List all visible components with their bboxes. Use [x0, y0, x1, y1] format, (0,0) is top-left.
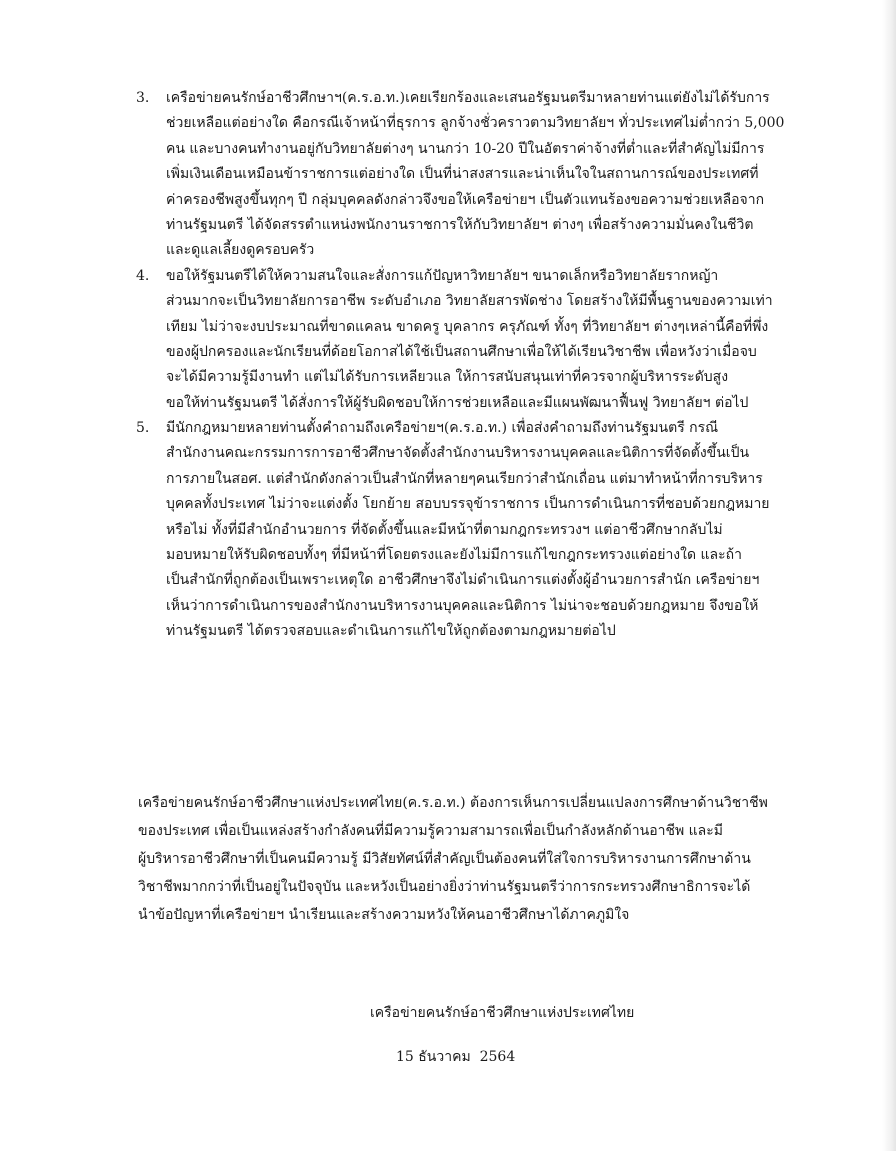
text-line: ของผู้ปกครองและนักเรียนที่ด้อยโอกาสได้ใช้เป็นสถานศึกษาเพื่อให้ได้เรียนวิชาชีพ เพื่อหวังว่าเมื่อจบ — [166, 343, 757, 360]
closing-paragraph — [138, 789, 808, 929]
text-line: เห็นว่าการดำเนินการของสำนักงานบริหารงานบุคคลและนิติการ ไม่น่าจะชอบด้วยกฎหมาย จึงขอให้ — [166, 597, 759, 614]
text-line: ผู้บริหารอาชีวศึกษาที่เป็นคนมีความรู้ มีวิสัยทัศน์ที่สำคัญเป็นต้องคนที่ใส่ใจการบริหารงานการศึกษาด้าน — [138, 851, 751, 867]
list-item-3 — [134, 86, 814, 264]
list-item-4 — [134, 264, 814, 416]
text-line: เทียม ไม่ว่าจะงบประมาณที่ขาดแคลน ขาดครู บุคลากร ครุภัณฑ์ ทั้งๆ ที่วิทยาลัยฯ ต่างๆเหล่านี้คือที่พึ่ง — [166, 318, 769, 335]
text-line: ส่วนมากจะเป็นวิทยาลัยการอาชีพ ระดับอำเภอ วิทยาลัยสารพัดช่าง โดยสร้างให้มีพื้นฐานของความเท่า — [166, 293, 773, 310]
signature-organization: เครือข่ายคนรักษ์อาชีวศึกษาแห่งประเทศไทย — [370, 1005, 635, 1021]
text-line: เพิ่มเงินเดือนเหมือนข้าราชการแต่อย่างใด เป็นที่น่าสงสารและน่าเห็นใจในสถานการณ์ของประเทศที่ — [166, 166, 759, 183]
text-line: ขอให้ท่านรัฐมนตรี ได้สั่งการให้ผู้รับผิดชอบให้การช่วยเหลือและมีแผนพัฒนาฟื้นฟู วิทยาลัยฯ ต่อไป — [166, 394, 749, 411]
item-number: 4. — [136, 267, 150, 284]
text-line: หรือไม่ ทั้งที่มีสำนักอำนวยการ ที่จัดตั้งขึ้นและมีหน้าที่ตามกฎกระทรวงฯ แต่อาชีวศึกษากลับไม่ — [166, 521, 723, 538]
text-line: เป็นสำนักที่ถูกต้องเป็นเพราะเหตุใด อาชีวศึกษาจึงไม่ดำเนินการแต่งตั้งผู้อำนวยการสำนัก เครือข่ายฯ — [166, 572, 760, 589]
text-line: เครือข่ายคนรักษ์อาชีวศึกษาฯ(ค.ร.อ.ท.)เคยเรียกร้องและเสนอรัฐมนตรีมาหลายท่านแต่ยังไม่ได้รับการ — [166, 90, 770, 106]
item-number: 5. — [136, 420, 150, 437]
text-line: ช่วยเหลือแต่อย่างใด คือกรณีเจ้าหน้าที่ธุรการ ลูกจ้างชั่วคราวตามวิทยาลัยฯ ทั่วประเทศไม่ต่ำกว่า 5,000 — [166, 115, 785, 132]
list-item-5 — [134, 416, 814, 645]
text-line: ท่านรัฐมนตรี ได้จัดสรรตำแหน่งพนักงานราชการให้กับวิทยาลัยฯ ต่างๆ เพื่อสร้างความมั่นคงในชีวิต — [166, 216, 754, 233]
text-line: จะได้มีความรู้มีงานทำ แต่ไม่ได้รับการเหลียวแล ให้การสนับสนุนเท่าที่ควรจากผู้บริหารระดับสูง — [166, 369, 729, 386]
text-line: และดูแลเลี้ยงดูครอบครัว — [166, 242, 315, 259]
text-line: ค่าครองชีพสูงขึ้นทุกๆ ปี กลุ่มบุคคลดังกล่าวจึงขอให้เครือข่ายฯ เป็นตัวแทนร้องขอความช่วยเหลือจาก — [166, 191, 765, 208]
item-number: 3. — [136, 90, 150, 106]
page-edge-shadow — [882, 0, 896, 1151]
text-line: บุคคลทั้งประเทศ ไม่ว่าจะแต่งตั้ง โยกย้าย สอบบรรจุข้าราชการ เป็นการดำเนินการที่ชอบด้วยกฎหมาย — [166, 496, 770, 513]
numbered-list — [134, 86, 814, 645]
text-line: เครือข่ายคนรักษ์อาชีวศึกษาแห่งประเทศไทย(ค.ร.อ.ท.) ต้องการเห็นการเปลี่ยนแปลงการศึกษาด้านวิชาชีพ — [138, 795, 768, 811]
text-line: มีนักกฎหมายหลายท่านตั้งคำถามถึงเครือข่ายฯ(ค.ร.อ.ท.) เพื่อส่งคำถามถึงท่านรัฐมนตรี กรณี — [166, 420, 719, 437]
text-line: ของประเทศ เพื่อเป็นแหล่งสร้างกำลังคนที่มีความรู้ความสามารถเพื่อเป็นกำลังหลักด้านอาชีพ และมี — [138, 823, 723, 839]
text-line: ขอให้รัฐมนตรีได้ให้ความสนใจและสั่งการแก้ปัญหาวิทยาลัยฯ ขนาดเล็กหรือวิทยาลัยรากหญ้า — [166, 267, 719, 284]
text-line: วิชาชีพมากกว่าที่เป็นอยู่ในปัจจุบัน และหวังเป็นอย่างยิ่งว่าท่านรัฐมนตรีว่าการกระทรวงศึกษาธิการจะได้ — [138, 879, 751, 895]
text-line: นำข้อปัญหาที่เครือข่ายฯ นำเรียนและสร้างความหวังให้คนอาชีวศึกษาได้ภาคภูมิใจ — [138, 907, 630, 923]
text-line: ท่านรัฐมนตรี ได้ตรวจสอบและดำเนินการแก้ไขให้ถูกต้องตามกฎหมายต่อไป — [166, 623, 616, 640]
text-line: คน และบางคนทำงานอยู่กับวิทยาลัยต่างๆ นานกว่า 10-20 ปีในอัตราค่าจ้างที่ต่ำและที่สำคัญไม่มีการ — [166, 140, 765, 157]
text-line: การภายในสอศ. แต่สำนักดังกล่าวเป็นสำนักที่หลายๆคนเรียกว่าสำนักเถื่อน แต่มาทำหน้าที่การบริหาร — [166, 470, 763, 487]
text-line: มอบหมายให้รับผิดชอบทั้งๆ ที่มีหน้าที่โดยตรงและยังไม่มีการแก้ไขกฎกระทรวงแต่อย่างใด และถ้า — [166, 547, 742, 564]
text-line: สำนักงานคณะกรรมการการอาชีวศึกษาจัดตั้งสำนักงานบริหารงานบุคคลและนิติการที่จัดตั้งขึ้นเป็น — [166, 445, 750, 462]
signature-date: 15 ธันวาคม 2564 — [396, 1049, 516, 1065]
